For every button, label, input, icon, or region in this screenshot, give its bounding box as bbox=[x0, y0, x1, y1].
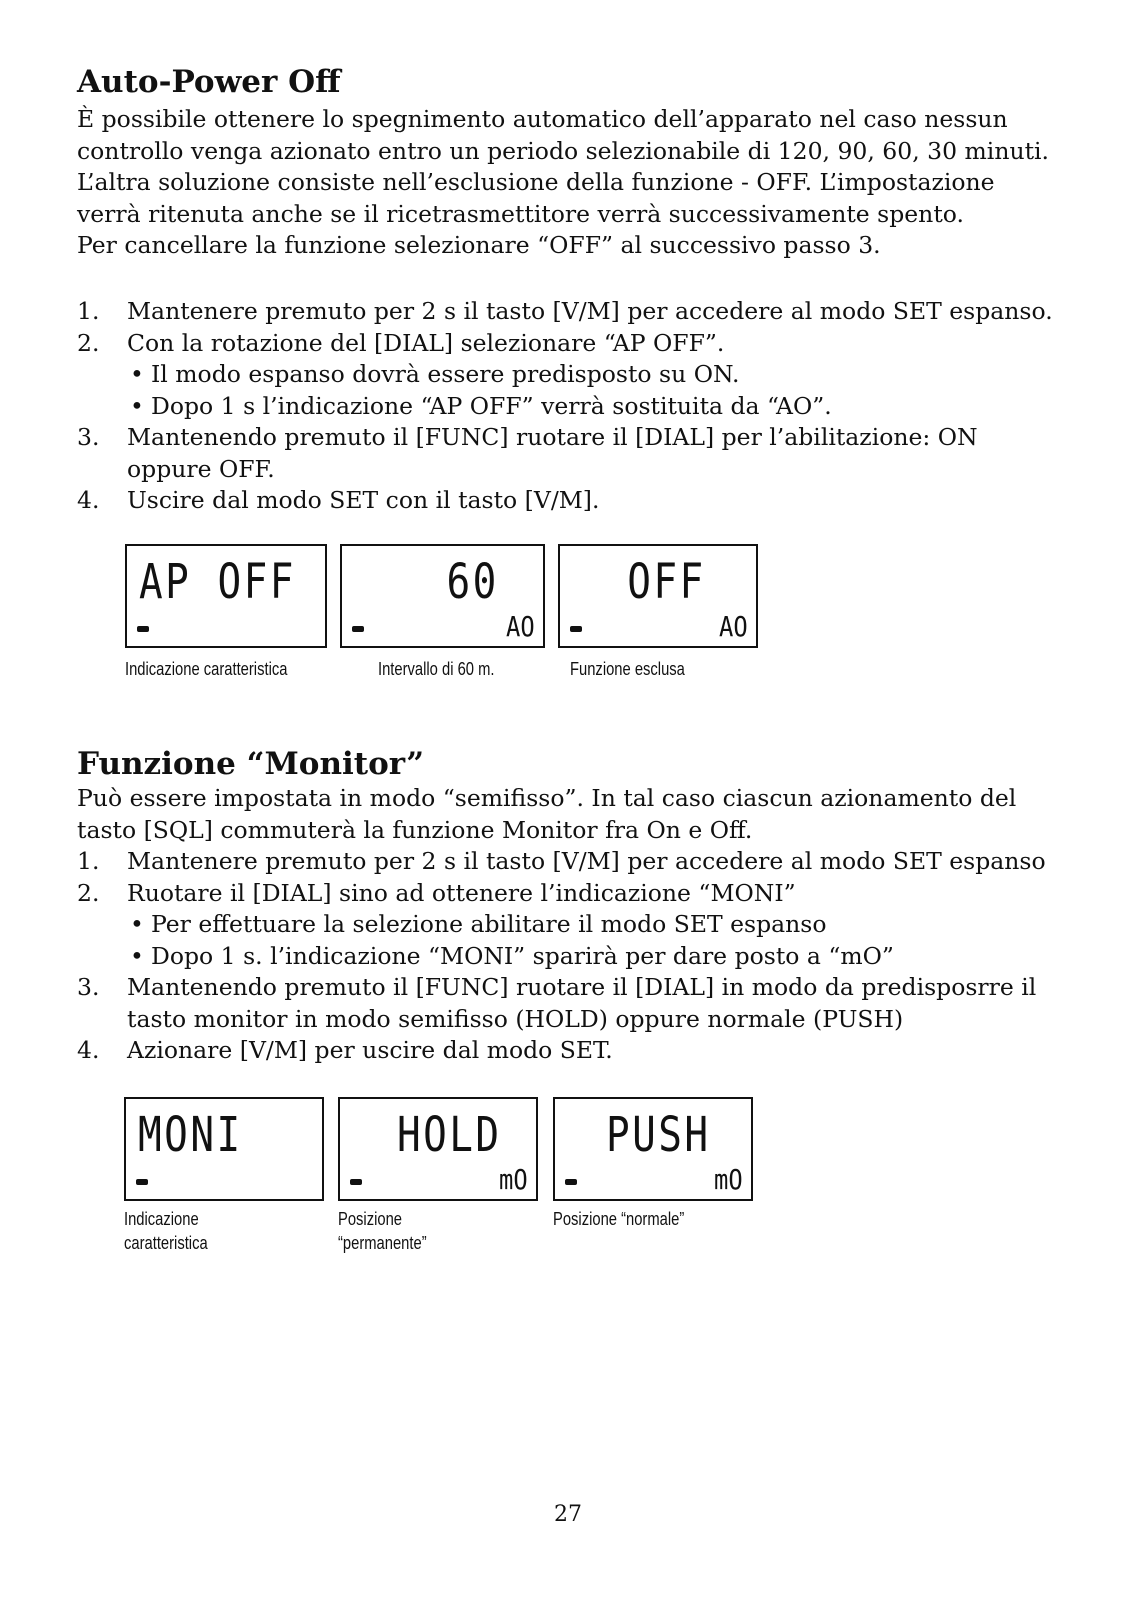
lcd-main-readout: PUSH bbox=[606, 1107, 711, 1163]
caption-line: Posizione “normale” bbox=[553, 1209, 685, 1229]
lcd-main-readout: AP OFF bbox=[139, 554, 296, 610]
text-line: verrà ritenuta anche se il ricetrasmettitore verrà successivamente spento. bbox=[77, 199, 964, 228]
step-text: Uscire dal modo SET con il tasto [V/M]. bbox=[127, 486, 600, 514]
lcd-main-readout: 60 bbox=[446, 554, 499, 610]
text-line: L’altra soluzione consiste nell’esclusione della funzione - OFF. L’impostazione bbox=[77, 168, 995, 196]
step-number: 2. bbox=[77, 328, 100, 357]
caption-line: caratteristica bbox=[124, 1233, 208, 1253]
step-text: Con la rotazione del [DIAL] selezionare “AP OFF”. bbox=[127, 328, 725, 357]
step-item bbox=[77, 878, 1067, 973]
step-item bbox=[77, 972, 1067, 1035]
display-caption bbox=[553, 1207, 684, 1231]
lcd-display-moni bbox=[124, 1097, 324, 1201]
lcd-sub-readout: AO bbox=[506, 610, 535, 643]
text-line: È possibile ottenere lo spegnimento automatico dell’apparato nel caso nessun bbox=[77, 105, 1008, 133]
step-number: 3. bbox=[77, 423, 100, 451]
step-text: Azionare [V/M] per uscire dal modo SET. bbox=[127, 1036, 613, 1064]
bullet-list bbox=[127, 359, 1067, 422]
step-item bbox=[77, 422, 1067, 485]
step-number: 4. bbox=[77, 486, 100, 514]
bullet-item: • Il modo espanso dovrà essere predisposto su ON. bbox=[127, 359, 1067, 391]
lcd-display-60 bbox=[340, 544, 545, 648]
lcd-arrow-icon bbox=[137, 626, 149, 632]
caption-line: “permanente” bbox=[338, 1233, 427, 1253]
lcd-display-off bbox=[558, 544, 758, 648]
step-number: 1. bbox=[77, 297, 100, 325]
section-title-auto-power-off: Auto-Power Off bbox=[77, 64, 341, 100]
display-caption bbox=[124, 1207, 208, 1255]
step-text: Mantenere premuto per 2 s il tasto [V/M] per accedere al modo SET espanso. bbox=[127, 297, 1053, 325]
caption-line: Indicazione bbox=[124, 1209, 199, 1229]
step-item bbox=[77, 485, 1067, 517]
lcd-arrow-icon bbox=[565, 1179, 577, 1185]
display-caption: Funzione esclusa bbox=[570, 659, 685, 679]
steps-list-auto-power-off bbox=[77, 296, 1067, 517]
caption-line: Posizione bbox=[338, 1209, 402, 1229]
text-line: Per cancellare la funzione selezionare “OFF” al successivo passo 3. bbox=[77, 231, 881, 259]
section-title-monitor: Funzione “Monitor” bbox=[77, 746, 425, 782]
lcd-arrow-icon bbox=[570, 626, 582, 632]
lcd-sub-readout: AO bbox=[719, 610, 748, 643]
step-text: Mantenere premuto per 2 s il tasto [V/M] per accedere al modo SET espanso bbox=[127, 847, 1046, 875]
lcd-display-hold bbox=[338, 1097, 538, 1201]
step-item bbox=[77, 846, 1067, 878]
lcd-main-readout: OFF bbox=[627, 554, 706, 610]
step-text: Mantenendo premuto il [FUNC] ruotare il [DIAL] per l’abilitazione: ON oppure OFF. bbox=[127, 423, 978, 483]
intro-paragraph-monitor bbox=[77, 783, 1062, 846]
bullet-item: • Dopo 1 s. l’indicazione “MONI” sparirà per dare posto a “mO” bbox=[127, 941, 1067, 973]
steps-list-monitor bbox=[77, 846, 1067, 1067]
step-number: 2. bbox=[77, 878, 100, 907]
bullet-item: • Per effettuare la selezione abilitare il modo SET espanso bbox=[127, 909, 1067, 941]
text-line: controllo venga azionato entro un periodo selezionabile di 120, 90, 60, 30 minuti. bbox=[77, 136, 1050, 165]
display-caption: Intervallo di 60 m. bbox=[378, 659, 495, 679]
lcd-sub-readout: mO bbox=[499, 1163, 528, 1196]
lcd-display-ap-off bbox=[125, 544, 327, 648]
step-number: 3. bbox=[77, 973, 100, 1001]
intro-paragraph-auto-power-off bbox=[77, 104, 1062, 262]
lcd-display-push bbox=[553, 1097, 753, 1201]
lcd-arrow-icon bbox=[352, 626, 364, 632]
step-text: Mantenendo premuto il [FUNC] ruotare il [DIAL] in modo da predisposrre il tasto monitor in modo semifisso (HOLD) oppure normale (PUSH) bbox=[127, 973, 1037, 1033]
lcd-arrow-icon bbox=[350, 1179, 362, 1185]
display-caption: Indicazione caratteristica bbox=[125, 659, 288, 679]
text-line: tasto [SQL] commuterà la funzione Monitor fra On e Off. bbox=[77, 815, 753, 844]
step-item bbox=[77, 296, 1067, 328]
bullet-list bbox=[127, 909, 1067, 972]
step-text: Ruotare il [DIAL] sino ad ottenere l’indicazione “MONI” bbox=[127, 878, 796, 907]
display-caption bbox=[338, 1207, 427, 1255]
lcd-sub-readout: mO bbox=[714, 1163, 743, 1196]
step-item bbox=[77, 328, 1067, 423]
bullet-item: • Dopo 1 s l’indicazione “AP OFF” verrà sostituita da “AO”. bbox=[127, 391, 1067, 423]
lcd-main-readout: HOLD bbox=[397, 1107, 502, 1163]
lcd-main-readout: MONI bbox=[138, 1107, 243, 1163]
step-item bbox=[77, 1035, 1067, 1067]
page-number: 27 bbox=[554, 1502, 582, 1527]
text-line: Può essere impostata in modo “semifisso”. In tal caso ciascun azionamento del bbox=[77, 784, 1017, 812]
lcd-arrow-icon bbox=[136, 1179, 148, 1185]
step-number: 1. bbox=[77, 847, 100, 875]
step-number: 4. bbox=[77, 1036, 100, 1064]
